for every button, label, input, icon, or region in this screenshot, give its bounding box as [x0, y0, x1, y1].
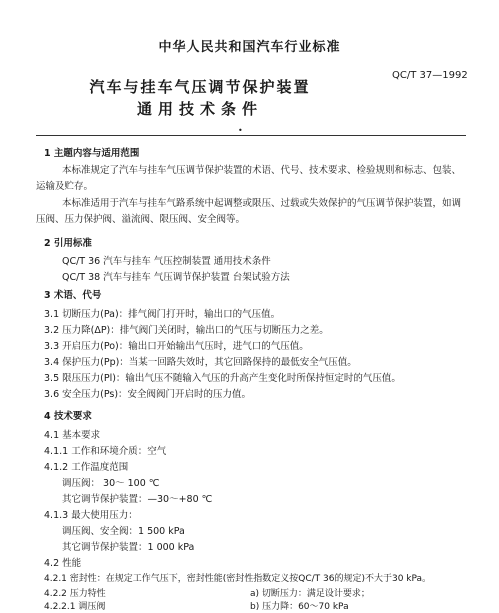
header-rule [36, 135, 466, 136]
requirement-line: 4.1.3 最大使用压力： [44, 510, 138, 521]
requirement-line: 4.2 性能 [44, 558, 82, 569]
section-1-paragraph-1: 本标准规定了汽车与挂车气压调节保护装置的术语、代号、技术要求、检验规则和标志、包装、运输及贮存。 [36, 165, 462, 192]
term-item: 3.6 安全压力(Ps)：安全阀阀门开启时的压力值。 [44, 389, 252, 400]
section-1-heading: 1 主题内容与适用范围 [44, 148, 140, 159]
section-2-heading: 2 引用标准 [44, 238, 92, 249]
title-line-1: 汽车与挂车气压调节保护装置 [89, 78, 311, 96]
reference-2: QC/T 38 汽车与挂车 气压调节保护装置 台架试验方法 [62, 272, 290, 283]
requirement-line: 调压阀、安全阀：1 500 kPa [62, 526, 185, 537]
standard-number: QC/T 37—1992 [392, 70, 468, 81]
section-1-paragraph-2: 本标准适用于汽车与挂车气路系统中起调整或限压、过载或失效保护的气压调节保护装置，如调压阀、压力保护阀、溢流阀、限压阀、安全阀等。 [36, 198, 462, 225]
title-line-2: 通用技术条件 [136, 100, 263, 118]
requirement-line: 4.1.1 工作和环境介质：空气 [44, 446, 167, 457]
term-item: 3.2 压力降(ΔP)：排气阀门关闭时，输出口的气压与切断压力之差。 [44, 325, 329, 336]
requirement-line: 调压阀： 30～ 100 ℃ [62, 478, 160, 489]
term-item: 3.3 开启压力(Po)：输出口开始输出气压时，进气口的气压值。 [44, 341, 309, 352]
requirement-line: 4.2.2.1 调压阀 [44, 602, 106, 612]
reference-1: QC/T 36 汽车与挂车 气压控制装置 通用技术条件 [62, 256, 271, 267]
requirement-line: 其它调节保护装置：—30～+80 ℃ [62, 494, 213, 505]
rule-mark: • [238, 126, 243, 135]
requirement-line: 4.1.2 工作温度范围 [44, 462, 129, 473]
requirement-line: b) 压力降：60～70 kPa [250, 602, 349, 612]
requirement-line: 4.2.2 压力特性 [44, 589, 106, 599]
section-4-heading: 4 技术要求 [44, 411, 92, 422]
section-3-heading: 3 术语、代号 [44, 290, 102, 301]
requirement-line: 4.1 基本要求 [44, 430, 101, 441]
document-header: 中华人民共和国汽车行业标准 [158, 40, 341, 55]
requirement-line: 4.2.1 密封性：在规定工作气压下，密封性能(密封性指数定义按QC/T 36的规定)不大于30 kPa。 [44, 574, 432, 584]
term-item: 3.5 限压压力(Pl)：输出气压不随输入气压的升高产生变化时所保持恒定时的气压值。 [44, 373, 401, 384]
term-item: 3.1 切断压力(Pa)：排气阀门打开时，输出口的气压值。 [44, 309, 281, 320]
requirement-line: a) 切断压力：满足设计要求； [250, 589, 370, 599]
term-item: 3.4 保护压力(Pp)：当某一回路失效时，其它回路保持的最低安全气压值。 [44, 357, 357, 368]
requirement-line: 其它调节保护装置：1 000 kPa [62, 542, 195, 553]
